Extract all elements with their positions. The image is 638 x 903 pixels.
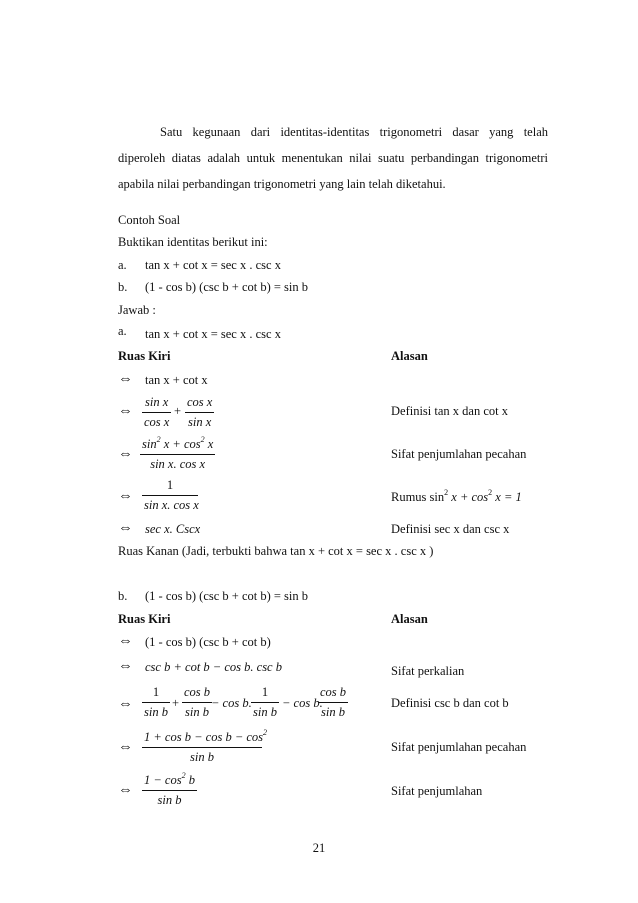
part-b-step-2-reason: Sifat perkalian [391,664,465,678]
example-item-b: (1 - cos b) (csc b + cot b) = sin b [145,280,309,294]
part-b-left-header: Ruas Kiri [118,612,171,626]
equivalence-arrow: ⇔ [118,658,133,674]
fraction-step-5: $1 - \cos^2 b$ sin b [144,771,195,807]
minus-cosb-term: − cos b. [211,696,252,710]
fraction-cosb-sinb-2: cos b sin b [320,685,347,719]
part-a-step-3-reason: Sifat penjumlahan pecahan [391,447,527,461]
plus-sign: + [172,696,180,710]
equivalence-arrow: ⇔ [118,520,133,536]
part-b-step-5-reason: Sifat penjumlahan [391,784,483,798]
part-a-conclusion: Ruas Kanan (Jadi, terbukti bahwa tan x + cot x = sec x . csc x ) [118,544,434,558]
part-a-step-5: sec x. Cscx [145,522,201,536]
intro-line-1: Satu kegunaan dari identitas-identitas trigonometri dasar yang telah [160,125,548,139]
minus-cosb-term-2: − cos b. [282,696,323,710]
part-b-step-3-reason: Definisi csc b dan cot b [391,696,509,710]
part-b-step-1: (1 - cos b) (csc b + cot b) [145,635,271,649]
equivalence-arrow: ⇔ [118,403,133,419]
part-b-right-header: Alasan [391,612,428,626]
equivalence-arrow: ⇔ [118,371,133,387]
fraction-one-over-sinxcosx: 1 sin x. cos x [144,478,199,512]
part-a-step-2-reason: Definisi tan x dan cot x [391,404,508,418]
equivalence-arrow: ⇔ [118,633,133,649]
part-b-label: b. [118,589,128,603]
equivalence-arrow: ⇔ [118,446,133,462]
fraction-sum-squares: $\sin^2 x + \cos^2 x$ sin x. cos x [142,435,214,471]
fraction-1-over-sinb: 1 sin b [142,686,170,718]
part-a-step-5-reason: Definisi sec x dan csc x [391,522,510,536]
fraction-step-4: $1 + \cos b - \cos b - \cos^2$ sin b [144,728,268,764]
equivalence-arrow: ⇔ [118,696,133,712]
page-number: 21 [312,841,326,855]
part-a-right-header: Alasan [391,349,428,363]
part-a-left-header: Ruas Kiri [118,349,171,363]
fraction-1-over-sinb-2: 1 sin b [251,686,279,718]
example-item-b-label: b. [118,280,128,294]
answer-label: Jawab : [118,303,156,317]
equivalence-arrow: ⇔ [118,782,133,798]
fraction-sinx-cosx: sin x cos x [144,395,170,429]
part-b-step-4-reason: Sifat penjumlahan pecahan [391,740,527,754]
part-b-step-2: csc b + cot b − cos b. csc b [145,660,282,674]
part-a-step-1: tan x + cot x [145,373,208,387]
intro-line-2: diperoleh diatas adalah untuk menentukan nilai suatu perbandingan trigonometri [118,151,548,165]
example-item-a: tan x + cot x = sec x . csc x [145,258,281,272]
intro-line-3: apabila nilai perbandingan trigonometri yang lain telah diketahui. [118,177,446,191]
example-heading: Contoh Soal [118,213,181,227]
answer-a-label: a. [118,324,127,338]
equivalence-arrow: ⇔ [118,488,133,504]
example-item-a-label: a. [118,258,127,272]
equivalence-arrow: ⇔ [118,739,133,755]
answer-a: tan x + cot x = sec x . csc x [145,327,281,341]
fraction-cosb-sinb: cos b sin b [184,685,211,719]
example-instruction: Buktikan identitas berikut ini: [118,235,268,249]
part-b-statement: (1 - cos b) (csc b + cot b) = sin b [145,589,309,603]
part-a-step-4-reason: Rumus $\sin^2 x + \cos^2 x = 1$ [391,488,522,504]
fraction-cosx-sinx: cos x sin x [187,395,213,429]
plus-sign: + [174,404,182,418]
